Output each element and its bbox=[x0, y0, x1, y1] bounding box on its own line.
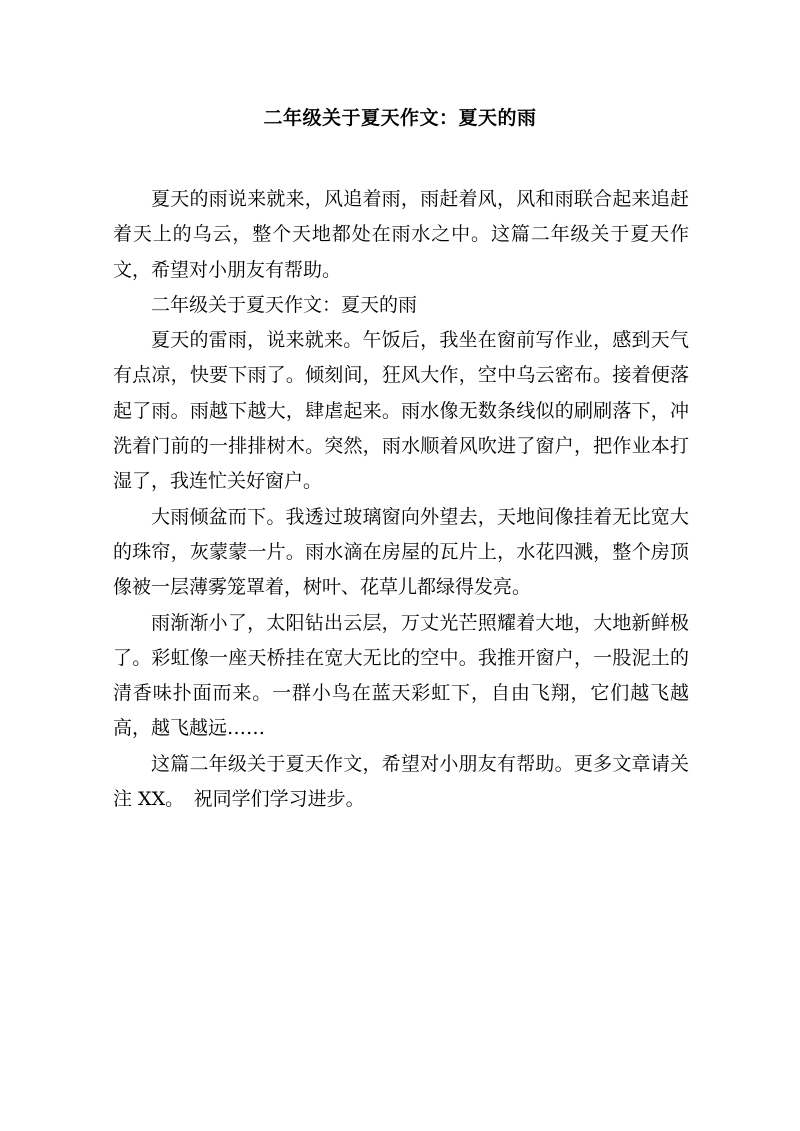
paragraph-closing: 这篇二年级关于夏天作文，希望对小朋友有帮助。更多文章请关注 XX。 祝同学们学习进步。 bbox=[113, 752, 689, 811]
paragraph-rainbow: 雨渐渐小了，太阳钻出云层，万丈光芒照耀着大地，大地新鲜极了。彩虹像一座天桥挂在宽大无比的空中。我推开窗户，一股泥土的清香味扑面而来。一群小鸟在蓝天彩虹下，自由飞翔，它们越飞越高，越飞越远…… bbox=[113, 611, 689, 740]
paragraph-thunderstorm: 夏天的雷雨，说来就来。午饭后，我坐在窗前写作业，感到天气有点凉，快要下雨了。倾刻间，狂风大作，空中乌云密布。接着便落起了雨。雨越下越大，肆虐起来。雨水像无数条线似的刷刷落下，冲洗着门前的一排排树木。突然，雨水顺着风吹进了窗户，把作业本打湿了，我连忙关好窗户。 bbox=[113, 329, 689, 493]
document-title: 二年级关于夏天作文：夏天的雨 bbox=[263, 107, 537, 129]
document-body bbox=[113, 182, 689, 817]
paragraph-heavy-rain: 大雨倾盆而下。我透过玻璃窗向外望去，天地间像挂着无比宽大的珠帘，灰蒙蒙一片。雨水滴在房屋的瓦片上，水花四溅，整个房顶像被一层薄雾笼罩着，树叶、花草儿都绿得发亮。 bbox=[113, 505, 689, 599]
paragraph-subtitle: 二年级关于夏天作文：夏天的雨 bbox=[151, 293, 418, 316]
paragraph-intro: 夏天的雨说来就来，风追着雨，雨赶着风，风和雨联合起来追赶着天上的乌云，整个天地都处在雨水之中。这篇二年级关于夏天作文，希望对小朋友有帮助。 bbox=[113, 188, 689, 281]
